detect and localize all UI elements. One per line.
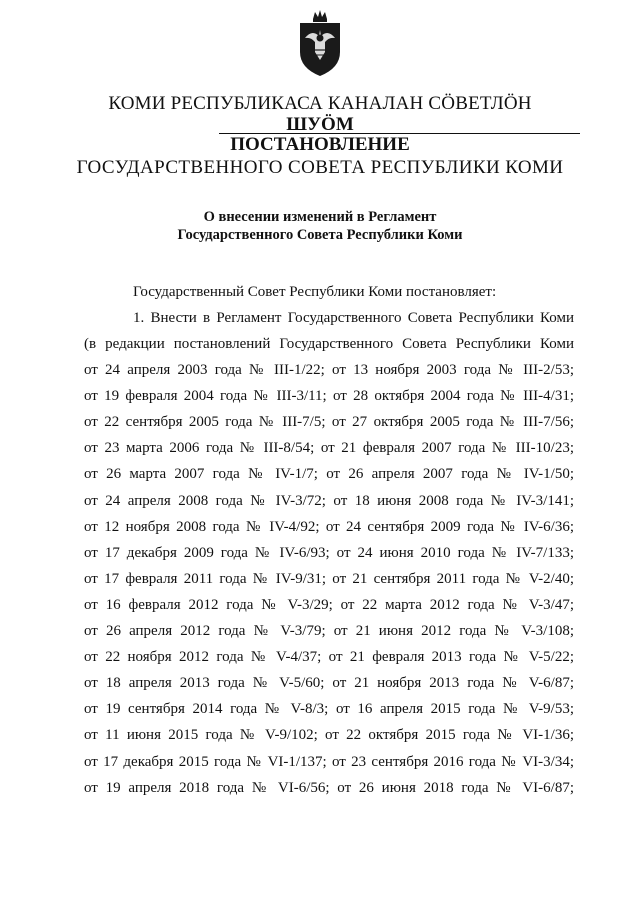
komi-header-line: КОМИ РЕСПУБЛИКАСА КАНАЛАН СÖВЕТЛÖН <box>108 93 532 114</box>
body-line: от 26 марта 2007 года № IV-1/7; от 26 апреля 2007 года № IV-1/50; <box>84 466 574 483</box>
intro-paragraph: Государственный Совет Республики Коми постановляет: <box>133 284 497 300</box>
body-line: от 24 апреля 2003 года № III-1/22; от 13 ноября 2003 года № III-2/53; <box>84 362 574 379</box>
body-line: от 23 марта 2006 года № III-8/54; от 21 февраля 2007 года № III-10/23; <box>84 440 574 457</box>
postanovlenie-heading: ПОСТАНОВЛЕНИЕ <box>230 134 410 155</box>
document-title <box>0 208 640 244</box>
body-line: от 26 апреля 2012 года № V-3/79; от 21 июня 2012 года № V-3/108; <box>84 623 574 640</box>
body-line: от 17 февраля 2011 года № IV-9/31; от 21 сентября 2011 года № V-2/40; <box>84 570 574 587</box>
body-line: от 24 апреля 2008 года № IV-3/72; от 18 июня 2008 года № IV-3/141; <box>84 492 574 509</box>
body-line: от 22 сентября 2005 года № III-7/5; от 27 октября 2005 года № III-7/56; <box>84 414 574 431</box>
body-line: от 22 ноября 2012 года № V-4/37; от 21 февраля 2013 года № V-5/22; <box>84 649 574 666</box>
body-line: от 16 февраля 2012 года № V-3/29; от 22 марта 2012 года № V-3/47; <box>84 596 574 613</box>
body-line: от 18 апреля 2013 года № V-5/60; от 21 ноября 2013 года № V-6/87; <box>84 675 574 692</box>
shuom-heading: ШУÖМ <box>286 114 354 135</box>
body-line: (в редакции постановлений Государственного Совета Республики Коми <box>84 336 574 352</box>
body-line: от 19 сентября 2014 года № V-8/3; от 16 апреля 2015 года № V-9/53; <box>84 701 574 718</box>
body-text-block <box>84 335 574 805</box>
body-line: от 17 декабря 2015 года № VI-1/137; от 23 сентября 2016 года № VI-3/34; <box>84 753 574 770</box>
body-line: от 19 апреля 2018 года № VI-6/56; от 26 июня 2018 года № VI-6/87; <box>84 779 574 796</box>
body-line: от 11 июня 2015 года № V-9/102; от 22 октября 2015 года № VI-1/36; <box>84 727 574 744</box>
komi-coat-of-arms-icon <box>292 8 348 78</box>
council-header-line: ГОСУДАРСТВЕННОГО СОВЕТА РЕСПУБЛИКИ КОМИ <box>76 157 564 178</box>
body-line: от 19 февраля 2004 года № III-3/11; от 28 октября 2004 года № III-4/31; <box>84 388 574 405</box>
title-line-2: Государственного Совета Республики Коми <box>177 227 463 243</box>
body-line: от 17 декабря 2009 года № IV-6/93; от 24 июня 2010 года № IV-7/133; <box>84 544 574 561</box>
body-line: от 12 ноября 2008 года № IV-4/92; от 24 сентября 2009 года № IV-6/36; <box>84 518 574 535</box>
item-1-first-line: 1. Внести в Регламент Государственного Совета Республики Коми <box>133 310 574 326</box>
title-line-1: О внесении изменений в Регламент <box>203 209 437 225</box>
